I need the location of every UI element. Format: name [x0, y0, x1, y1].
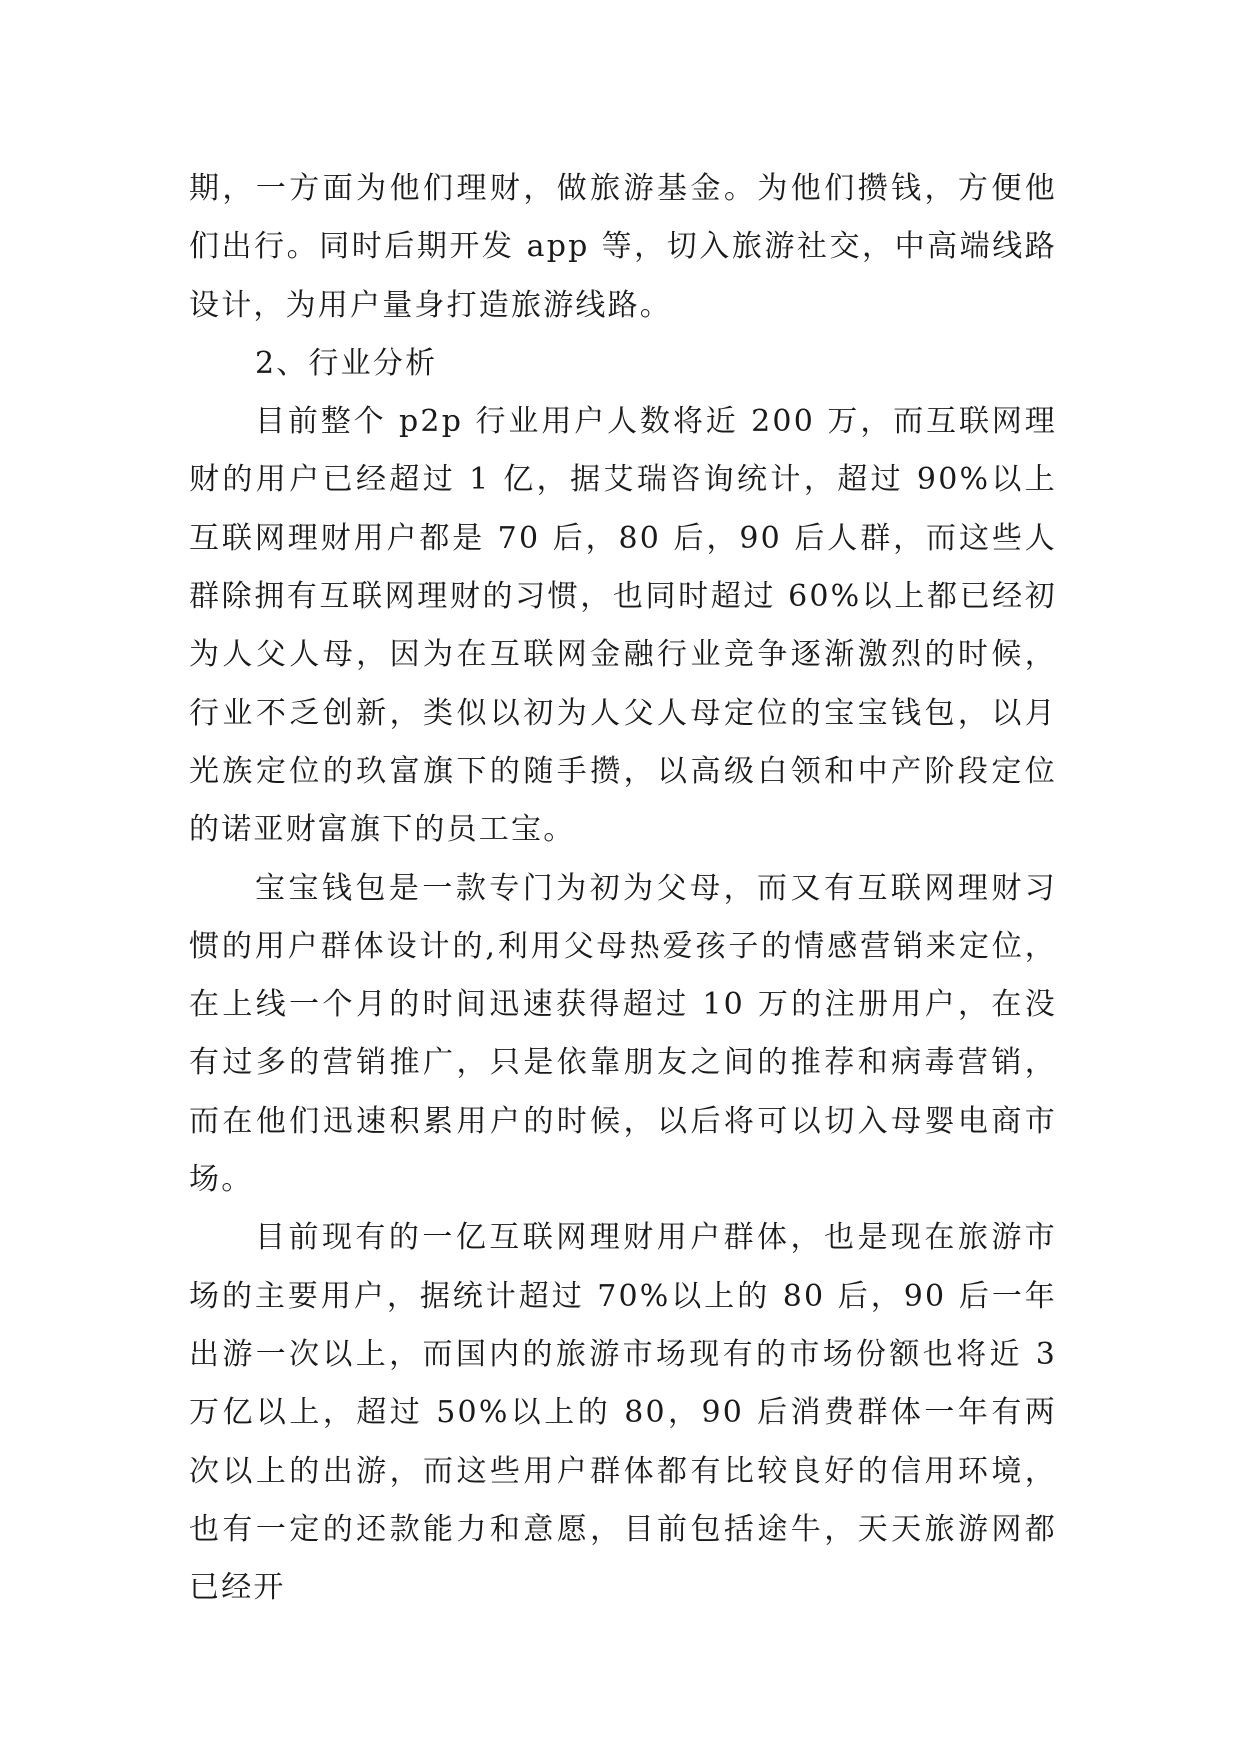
- paragraph-travel-market: 目前现有的一亿互联网理财用户群体，也是现在旅游市场的主要用户，据统计超过 70%以上的 80 后，90 后一年出游一次以上，而国内的旅游市场现有的市场份额也将近 3 万亿以上，超过 50%以上的 80，90 后消费群体一年有两次以上的出游，而这些用户群体都有比较良好的信用环境，也有一定的还款能力和意愿，目前包括途牛，天天旅游网都已经开: [189, 1220, 1057, 1606]
- paragraph-industry-overview: 目前整个 p2p 行业用户人数将近 200 万，而互联网理财的用户已经超过 1 亿，据艾瑞咨询统计，超过 90%以上互联网理财用户都是 70 后，80 后，90 后人群，而这些人群除拥有互联网理财的习惯，也同时超过 60%以上都已经初为人父人母，因为在互联网金融行业竞争逐渐激烈的时候，行业不乏创新，类似以初为人父人母定位的宝宝钱包，以月光族定位的玖富旗下的随手攒，以高级白领和中产阶段定位的诺亚财富旗下的员工宝。: [189, 404, 1057, 848]
- section-heading-industry-analysis: 2、行业分析: [255, 345, 438, 381]
- document-body: [189, 160, 1057, 1617]
- paragraph-baby-wallet: 宝宝钱包是一款专门为初为父母，而又有互联网理财习惯的用户群体设计的,利用父母热爱孩子的情感营销来定位，在上线一个月的时间迅速获得超过 10 万的注册用户，在没有过多的营销推广，只是依靠朋友之间的推荐和病毒营销，而在他们迅速积累用户的时候，以后将可以切入母婴电商市场。: [189, 870, 1057, 1198]
- paragraph-continuation: 期，一方面为他们理财，做旅游基金。为他们攒钱，方便他们出行。同时后期开发 app 等，切入旅游社交，中高端线路设计，为用户量身打造旅游线路。: [189, 171, 1057, 323]
